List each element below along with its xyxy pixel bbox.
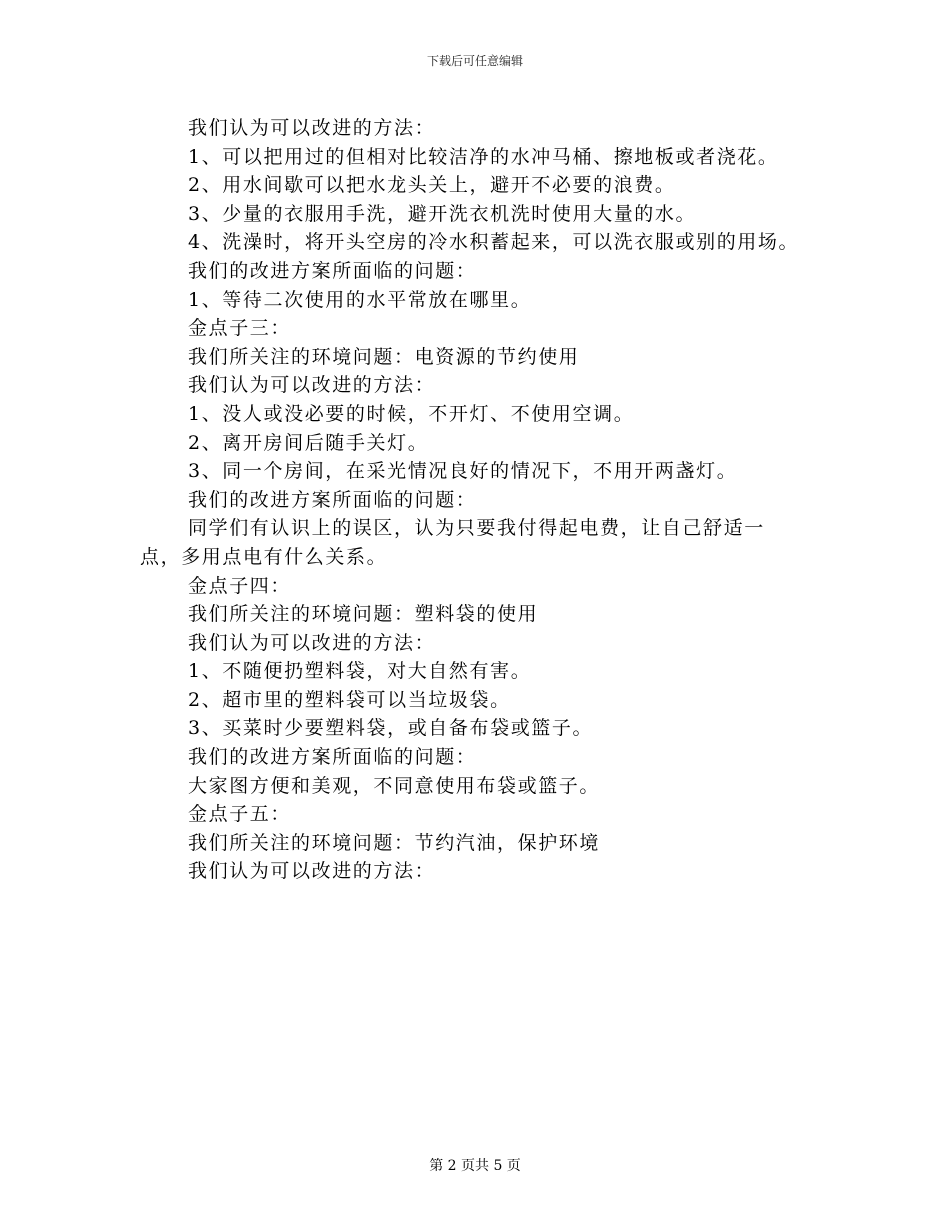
paragraph: 1、等待二次使用的水平常放在哪里。 bbox=[188, 288, 532, 311]
paragraph: 我们的改进方案所面临的问题： bbox=[188, 746, 477, 769]
paragraph: 大家图方便和美观，不同意使用布袋或篮子。 bbox=[188, 774, 601, 797]
section-heading: 金点子三： bbox=[188, 317, 292, 340]
paragraph: 我们认为可以改进的方法： bbox=[188, 374, 436, 397]
paragraph: 我们所关注的环境问题：节约汽油，保护环境 bbox=[188, 831, 601, 854]
paragraph: 同学们有认识上的误区，认为只要我付得起电费，让自己舒适一点，多用点电有什么关系。 bbox=[140, 517, 765, 568]
paragraph: 2、超市里的塑料袋可以当垃圾袋。 bbox=[188, 688, 511, 711]
section-heading: 金点子五： bbox=[188, 803, 292, 826]
paragraph: 4、洗澡时，将开头空房的冷水积蓄起来，可以洗衣服或别的用场。 bbox=[188, 231, 800, 254]
paragraph: 3、买菜时少要塑料袋，或自备布袋或篮子。 bbox=[188, 717, 594, 740]
paragraph: 我们所关注的环境问题：电资源的节约使用 bbox=[188, 345, 580, 368]
paragraph: 我们认为可以改进的方法： bbox=[188, 860, 436, 883]
page-number: 第 2 页共 5 页 bbox=[429, 1158, 521, 1174]
paragraph: 我们所关注的环境问题：塑料袋的使用 bbox=[188, 603, 539, 626]
paragraph: 3、同一个房间，在采光情况良好的情况下，不用开两盏灯。 bbox=[188, 460, 738, 483]
paragraph: 1、不随便扔塑料袋，对大自然有害。 bbox=[188, 660, 532, 683]
paragraph: 我们认为可以改进的方法： bbox=[188, 631, 436, 654]
paragraph: 3、少量的衣服用手洗，避开洗衣机洗时使用大量的水。 bbox=[188, 202, 697, 225]
section-heading: 金点子四： bbox=[188, 574, 292, 597]
paragraph: 我们的改进方案所面临的问题： bbox=[188, 488, 477, 511]
page-header-note: 下载后可任意编辑 bbox=[426, 54, 523, 68]
paragraph: 2、离开房间后随手关灯。 bbox=[188, 431, 429, 454]
paragraph: 我们认为可以改进的方法： bbox=[188, 117, 436, 139]
paragraph: 1、没人或没必要的时候，不开灯、不使用空调。 bbox=[188, 402, 635, 425]
paragraph: 1、可以把用过的但相对比较洁净的水冲马桶、擦地板或者浇花。 bbox=[188, 145, 779, 168]
paragraph: 我们的改进方案所面临的问题： bbox=[188, 259, 477, 282]
paragraph: 2、用水间歇可以把水龙头关上，避开不必要的浪费。 bbox=[188, 174, 676, 197]
document-body bbox=[140, 114, 820, 886]
